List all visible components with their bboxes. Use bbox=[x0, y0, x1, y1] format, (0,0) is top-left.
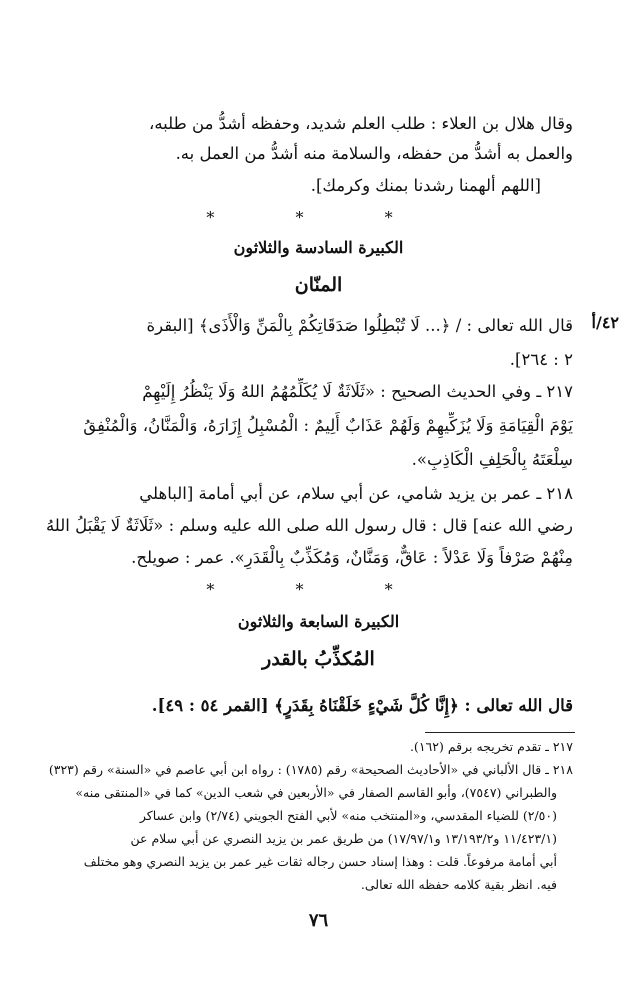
separator-stars-2: * * * bbox=[206, 580, 431, 599]
para1-line3: [اللهم ألهمنا رشدنا بمنك وكرمك]. bbox=[310, 176, 541, 195]
para1-line1: وقال هلال بن العلاء : طلب العلم شديد، وحفظه أشدُّ من طلبه، bbox=[149, 114, 573, 133]
footnote-218-line1: ٢١٨ ـ قال الألباني في «الأحاديث الصحيحة» رقم (١٧٨٥) : رواه ابن أبي عاصم في «السنة» رقم (٣٢٣) bbox=[48, 762, 573, 777]
section36-subtitle: المنّان bbox=[294, 274, 343, 296]
section37-title: الكبيرة السابعة والثلاثون bbox=[237, 612, 400, 631]
para1-line2: والعمل به أشدُّ من حفظه، والسلامة منه أشدُّ من العمل به. bbox=[175, 144, 573, 163]
verse36-line1: قال الله تعالى : / ﴿... لَا تُبْطِلُوا صَدَقَاتِكُمْ بِالْمَنِّ وَالْأَذَى﴾ [البقرة bbox=[146, 316, 573, 335]
section37-subtitle: المُكذِّبُ بالقدر bbox=[262, 648, 375, 670]
separator-stars: * * * bbox=[206, 208, 431, 227]
hadith217-line1: ٢١٧ ـ وفي الحديث الصحيح : «ثَلَاثَةٌ لَا يُكَلِّمُهُمُ اللهُ وَلَا يَنْظُرُ إِلَيْهِمْ bbox=[142, 382, 573, 401]
hadith218-line3: مِنْهُمْ صَرْفاً وَلَا عَدْلاً : عَاقٌّ، وَمَنَّانٌ، وَمُكَذِّبٌ بِالْقَدَرِ». عمر : صويلح. bbox=[131, 548, 573, 567]
margin-reference: ٤٢/أ bbox=[591, 313, 619, 332]
hadith218-line2: رضي الله عنه] قال : قال رسول الله صلى الله عليه وسلم : «ثَلَاثَةٌ لَا يَقْبَلُ اللهُ bbox=[45, 516, 573, 535]
footnote-217: ٢١٧ ـ تقدم تخريجه برقم (١٦٢). bbox=[409, 739, 573, 754]
footnote-218-line5: أبي أمامة مرفوعاً. قلت : وهذا إسناد حسن رجاله ثقات غير عمر بن يزيد النصري وهو مختلف bbox=[83, 854, 557, 869]
footnote-218-line6: فيه. انظر بقية كلامه حفظه الله تعالى. bbox=[360, 877, 557, 892]
footnote-218-line4: (١١/٤٢٣/١ و١٣/١٩٣/٢ و١٧/٩٧/١) من طريق عمر بن يزيد النصري عن أبي سلام عن bbox=[130, 831, 557, 846]
verse36-line2: ٢ : ٢٦٤]. bbox=[509, 350, 573, 369]
hadith217-line3: سِلْعَتَهُ بِالْحَلِفِ الْكَاذِبِ». bbox=[411, 450, 573, 469]
section36-title: الكبيرة السادسة والثلاثون bbox=[233, 238, 404, 257]
page-number: ٧٦ bbox=[308, 910, 329, 931]
hadith217-line2: يَوْمَ الْقِيَامَةِ وَلَا يُزَكِّيهِمْ وَلَهُمْ عَذَابٌ أَلِيمٌ : الْمُسْبِلُ إِزَارَهُ، وَالْمَنَّانُ، وَالْمُنْفِقُ bbox=[83, 416, 573, 435]
footnote-218-line2: والطبراني (٧٥٤٧)، وأبو القاسم الصفار في «الأربعين في شعب الدين» كما في «المنتقى منه» bbox=[75, 785, 557, 800]
footnote-218-line3: (٢/٥٠) للضياء المقدسي، و«المنتخب منه» لأبي الفتح الجويني (٢/٧٤) وابن عساكر bbox=[139, 808, 557, 823]
footnote-rule bbox=[425, 732, 575, 733]
hadith218-line1: ٢١٨ ـ عمر بن يزيد شامي، عن أبي سلام، عن أبي أمامة [الباهلي bbox=[139, 484, 573, 503]
verse37: قال الله تعالى : ﴿إِنَّا كُلَّ شَيْءٍ خَلَقْنَاهُ بِقَدَرٍ﴾ [القمر ٥٤ : ٤٩]. bbox=[151, 696, 573, 715]
